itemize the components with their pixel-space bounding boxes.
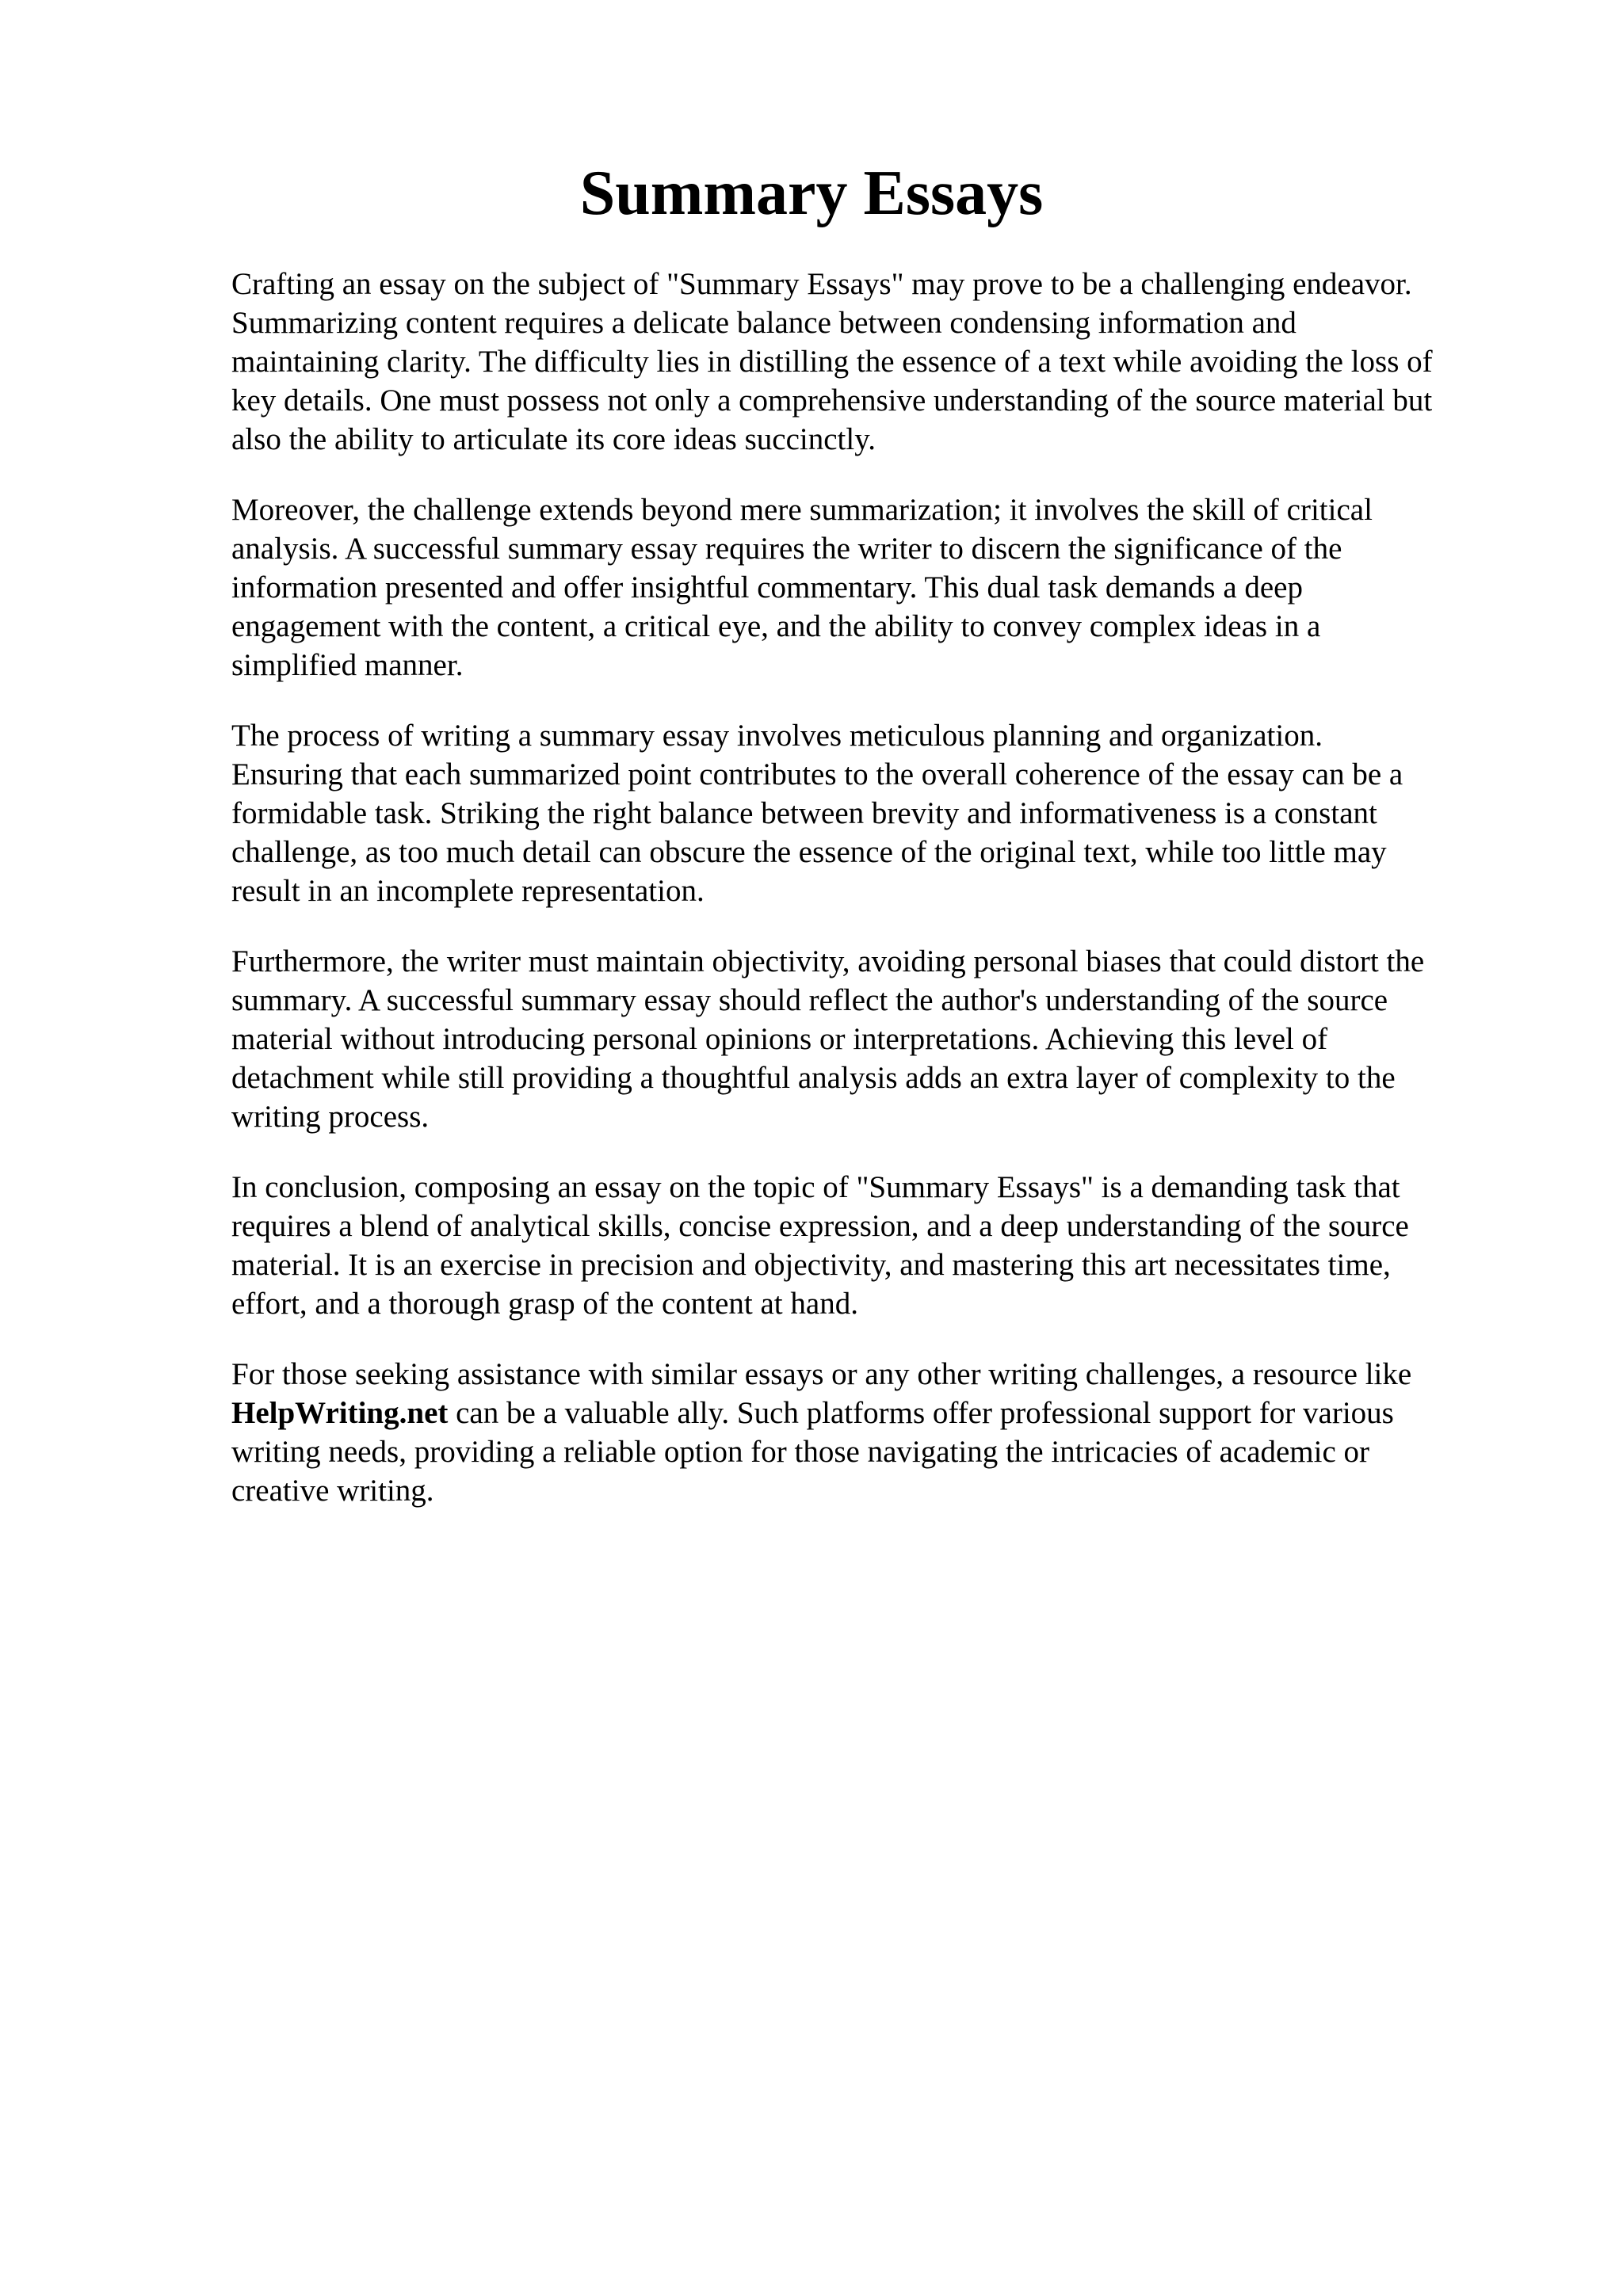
text-line: Ensuring that each summarized point contributes to the overall coherence of the essay can be a: [231, 757, 1403, 791]
text-line: maintaining clarity. The difficulty lies in distilling the essence of a text while avoiding the loss of: [231, 345, 1433, 379]
paragraph-objectivity: [231, 942, 1531, 1136]
text-line: requires a blend of analytical skills, concise expression, and a deep understanding of the source: [231, 1209, 1409, 1243]
text-line: Furthermore, the writer must maintain objectivity, avoiding personal biases that could distort the: [231, 944, 1425, 978]
text-line: formidable task. Striking the right balance between brevity and informativeness is a constant: [231, 796, 1377, 830]
text-line: result in an incomplete representation.: [231, 874, 705, 908]
text-line: detachment while still providing a thoughtful analysis adds an extra layer of complexity to the: [231, 1061, 1396, 1095]
text-line: summary. A successful summary essay should reflect the author's understanding of the source: [231, 983, 1388, 1017]
text-line: In conclusion, composing an essay on the topic of "Summary Essays" is a demanding task that: [231, 1170, 1400, 1204]
page-title: Summary Essays: [579, 158, 1044, 228]
text-line: Summarizing content requires a delicate balance between condensing information and: [231, 306, 1296, 340]
paragraph-conclusion: [231, 1168, 1531, 1323]
text-line: writing process.: [231, 1100, 430, 1134]
text-line: For those seeking assistance with similar essays or any other writing challenges, a resource like: [231, 1357, 1412, 1391]
text-line: The process of writing a summary essay involves meticulous planning and organization.: [231, 719, 1323, 753]
brand-name: HelpWriting.net: [231, 1396, 449, 1430]
text-line: effort, and a thorough grasp of the content at hand.: [231, 1287, 858, 1321]
text-line: key details. One must possess not only a comprehensive understanding of the source material but: [231, 383, 1433, 418]
text-line: engagement with the content, a critical eye, and the ability to convey complex ideas in a: [231, 609, 1321, 643]
document-body: [231, 265, 1531, 1542]
text-line: analysis. A successful summary essay requires the writer to discern the significance of the: [231, 532, 1342, 566]
paragraph-critical-analysis: [231, 490, 1531, 685]
text-line: also the ability to articulate its core ideas succinctly.: [231, 422, 876, 456]
text-line: material without introducing personal opinions or interpretations. Achieving this level of: [231, 1022, 1328, 1056]
text-line: Crafting an essay on the subject of "Summary Essays" may prove to be a challenging endeavor.: [231, 267, 1412, 301]
text-line: Moreover, the challenge extends beyond mere summarization; it involves the skill of critical: [231, 493, 1373, 527]
paragraph-intro: [231, 265, 1531, 459]
paragraph-process: [231, 716, 1531, 910]
text-line: challenge, as too much detail can obscure the essence of the original text, while too little may: [231, 835, 1387, 869]
text-line: material. It is an exercise in precision and objectivity, and mastering this art necessitates time,: [231, 1248, 1391, 1282]
text-line: [231, 1394, 1531, 1432]
text-line: information presented and offer insightful commentary. This dual task demands a deep: [231, 570, 1303, 605]
paragraph-closing: [231, 1355, 1531, 1510]
text-line: writing needs, providing a reliable option for those navigating the intricacies of academic or: [231, 1435, 1370, 1469]
text-line: creative writing.: [231, 1474, 434, 1508]
text-line: simplified manner.: [231, 648, 464, 682]
text-fragment: can be a valuable ally. Such platforms offer professional support for various: [448, 1396, 1394, 1430]
